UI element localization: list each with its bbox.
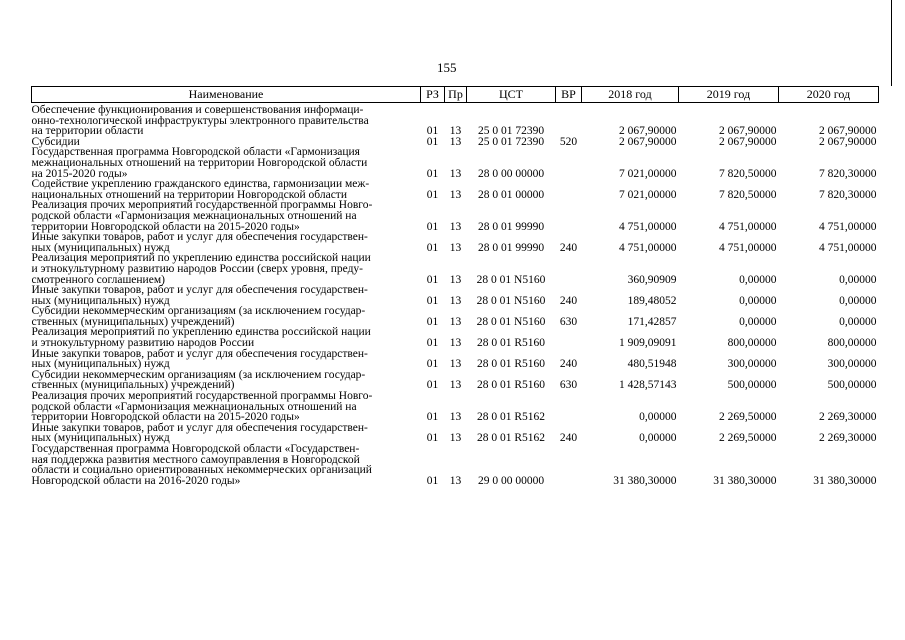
table-row: [32, 306, 879, 327]
cell-rz: 01: [426, 411, 439, 424]
table-row: [32, 370, 879, 391]
table-row: [32, 391, 879, 423]
row-name: [32, 232, 421, 253]
row-name: [32, 327, 421, 348]
cell-rz: 01: [426, 337, 439, 350]
table-row: [32, 179, 879, 200]
table-row: [32, 349, 879, 370]
cell-cst: 29 0 00 00000: [477, 474, 545, 487]
header-rz: РЗ: [421, 87, 445, 103]
cell-y2020: 0,00000: [839, 294, 877, 307]
cell-y2018: 1 428,57143: [619, 379, 677, 392]
cell-y2020: 2 269,30000: [819, 411, 877, 424]
cell-vr: [556, 444, 582, 486]
cell-pr: 13: [449, 241, 462, 254]
cell-y2019: 800,00000: [727, 337, 777, 350]
cell-y2018: 1 909,09091: [619, 337, 677, 350]
cell-vr: [556, 327, 582, 348]
cell-y2018: 0,00000: [639, 432, 677, 445]
table-row: [32, 285, 879, 306]
row-name-line: и этнокультурному развитию народов России: [31, 337, 255, 350]
cell-y2019: 2 269,50000: [719, 432, 777, 445]
table-body: [32, 103, 879, 487]
cell-cst: 28 0 01 R5162: [476, 411, 546, 424]
cell-y2018: 0,00000: [639, 411, 677, 424]
row-name-line: Реализация прочих мероприятий государственной программы Новго-: [31, 390, 373, 403]
row-name-line: ственных (муниципальных) учреждений): [31, 315, 235, 328]
cell-y2019: 4 751,00000: [719, 241, 777, 254]
cell-y2018: 4 751,00000: [619, 220, 677, 233]
cell-pr: 13: [449, 315, 462, 328]
cell-cst: 28 0 01 N5160: [476, 294, 546, 307]
row-name-line: Обеспечение функционирования и совершенствования информаци-: [31, 104, 364, 116]
row-name: [32, 179, 421, 200]
cell-y2020: 2 067,90000: [819, 125, 877, 138]
cell-cst: 28 0 01 R5162: [476, 432, 546, 445]
row-name-line: ственных (муниципальных) учреждений): [31, 379, 235, 392]
cell-y2018: 171,42857: [627, 315, 677, 328]
cell-y2020: 4 751,00000: [819, 220, 877, 233]
header-vr: ВР: [556, 87, 582, 103]
cell-vr: 240: [559, 358, 578, 371]
cell-cst: 28 0 01 R5160: [476, 358, 546, 371]
cell-cst: 28 0 01 00000: [477, 188, 545, 201]
cell-rz: 01: [426, 294, 439, 307]
cell-rz: 01: [426, 474, 439, 487]
header-2020: 2020 год: [779, 87, 879, 103]
header-name: Наименование: [32, 87, 421, 103]
row-name-line: ных (муниципальных) нужд: [31, 294, 170, 307]
cell-rz: 01: [426, 273, 439, 286]
cell-pr: 13: [449, 188, 462, 201]
cell-rz: 01: [426, 220, 439, 233]
cell-pr: 13: [449, 135, 462, 148]
row-name-line: области и социально ориентированных некоммерческих организаций: [31, 464, 372, 477]
row-name-line: Реализация прочих мероприятий государственной программы Новго-: [31, 199, 373, 212]
cell-vr: [556, 147, 582, 179]
cell-y2018: 480,51948: [627, 358, 677, 371]
table-row: [32, 232, 879, 253]
cell-y2020: 31 380,30000: [813, 474, 877, 487]
row-name-line: Государственная программа Новгородской области «Гармонизация: [31, 146, 360, 159]
row-name-line: Иные закупки товаров, работ и услуг для обеспечения государствен-: [31, 347, 368, 360]
table-row: [32, 327, 879, 348]
row-name: [32, 253, 421, 285]
cell-pr: 13: [449, 220, 462, 233]
row-name-line: Субсидии: [31, 135, 80, 148]
cell-vr: [556, 253, 582, 285]
row-name-line: ных (муниципальных) нужд: [31, 358, 170, 371]
table-row: [32, 423, 879, 444]
cell-vr: [556, 200, 582, 232]
row-name: [32, 391, 421, 423]
cell-vr: 520: [559, 135, 578, 148]
cell-pr: 13: [449, 358, 462, 371]
cell-y2018: 7 021,00000: [619, 167, 677, 180]
header-2018: 2018 год: [582, 87, 679, 103]
cell-y2018: 7 021,00000: [619, 188, 677, 201]
row-name-line: ная поддержка развития местного самоуправления в Новгородской: [31, 453, 360, 466]
table-row: [32, 253, 879, 285]
row-name-line: смотренного соглашением): [31, 273, 165, 286]
row-name: [32, 349, 421, 370]
cell-pr: 13: [449, 474, 462, 487]
header-cst: ЦСТ: [467, 87, 556, 103]
row-name-line: на 2015-2020 годы»: [31, 167, 128, 180]
cell-y2019: 4 751,00000: [719, 220, 777, 233]
cell-y2020: 800,00000: [827, 337, 877, 350]
row-name-line: территории Новгородской области на 2015-2020 годы»: [31, 411, 300, 424]
cell-rz: 01: [426, 125, 439, 138]
cell-pr: 13: [449, 411, 462, 424]
cell-y2018: 2 067,90000: [619, 125, 677, 138]
page-number: 155: [437, 60, 457, 75]
cell-vr: [556, 103, 582, 137]
cell-y2019: 300,00000: [727, 358, 777, 371]
cell-y2019: 2 067,90000: [719, 135, 777, 148]
cell-rz: 01: [426, 167, 439, 180]
table-row: [32, 147, 879, 179]
cell-pr: 13: [449, 294, 462, 307]
cell-y2018: 360,90909: [627, 273, 677, 286]
cell-y2020: 0,00000: [839, 315, 877, 328]
cell-y2020: 2 067,90000: [819, 135, 877, 148]
cell-rz: 01: [426, 135, 439, 148]
row-name-line: Реализация мероприятий по укреплению единства российской нации: [31, 326, 371, 339]
cell-y2019: 31 380,30000: [713, 474, 777, 487]
header-2019: 2019 год: [679, 87, 779, 103]
row-name: [32, 370, 421, 391]
cell-pr: 13: [449, 379, 462, 392]
cell-y2018: 4 751,00000: [619, 241, 677, 254]
row-name-line: Содействие укреплению гражданского единства, гармонизации меж-: [31, 178, 370, 191]
cell-y2018: 2 067,90000: [619, 135, 677, 148]
row-name: [32, 285, 421, 306]
cell-y2020: 0,00000: [839, 273, 877, 286]
cell-y2019: 2 067,90000: [719, 125, 777, 138]
row-name-line: Новгородской области на 2016-2020 годы»: [31, 474, 241, 487]
row-name: [32, 306, 421, 327]
row-name-line: онно-технологической инфраструктуры электронного правительства: [31, 114, 369, 127]
cell-vr: [556, 391, 582, 423]
cell-vr: 240: [559, 294, 578, 307]
cell-y2019: 0,00000: [739, 315, 777, 328]
row-name-line: Субсидии некоммерческим организациям (за исключением государ-: [31, 368, 366, 381]
row-name-line: межнациональных отношений на территории Новгородской области: [31, 156, 368, 169]
budget-table: [31, 86, 879, 486]
cell-vr: 630: [559, 315, 578, 328]
cell-vr: [556, 179, 582, 200]
cell-y2020: 2 269,30000: [819, 432, 877, 445]
row-name: [32, 444, 421, 486]
cell-cst: 25 0 01 72390: [477, 135, 545, 148]
row-name: [32, 200, 421, 232]
row-name-line: Иные закупки товаров, работ и услуг для обеспечения государствен-: [31, 231, 368, 244]
row-name-line: территории Новгородской области на 2015-2020 годы»: [31, 220, 300, 233]
row-name-line: Иные закупки товаров, работ и услуг для обеспечения государствен-: [31, 421, 368, 434]
row-name-line: Государственная программа Новгородской области «Государствен-: [31, 443, 360, 455]
cell-rz: 01: [426, 315, 439, 328]
cell-cst: 25 0 01 72390: [477, 125, 545, 138]
cell-pr: 13: [449, 273, 462, 286]
row-name-line: родской области «Гармонизация межнациональных отношений на: [31, 400, 357, 413]
row-name: [32, 147, 421, 179]
cell-rz: 01: [426, 358, 439, 371]
cell-rz: 01: [426, 379, 439, 392]
cell-y2020: 300,00000: [827, 358, 877, 371]
row-name-line: ных (муниципальных) нужд: [31, 241, 170, 254]
cell-vr: 240: [559, 241, 578, 254]
table-row: [32, 103, 879, 137]
cell-rz: 01: [426, 241, 439, 254]
row-name-line: Иные закупки товаров, работ и услуг для обеспечения государствен-: [31, 284, 368, 297]
cell-vr: 240: [559, 432, 578, 445]
cell-y2020: 7 820,30000: [819, 188, 877, 201]
cell-cst: 28 0 01 N5160: [476, 315, 546, 328]
cell-y2019: 0,00000: [739, 294, 777, 307]
cell-y2019: 0,00000: [739, 273, 777, 286]
cell-y2018: 189,48052: [627, 294, 677, 307]
cell-y2018: 31 380,30000: [613, 474, 677, 487]
table-row: [32, 444, 879, 486]
cell-y2019: 7 820,50000: [719, 188, 777, 201]
cell-cst: 28 0 01 R5160: [476, 379, 546, 392]
cell-cst: 28 0 01 R5160: [476, 337, 546, 350]
cell-y2020: 7 820,30000: [819, 167, 877, 180]
table-header-row: [32, 87, 879, 103]
cell-pr: 13: [449, 337, 462, 350]
cell-cst: 28 0 01 99990: [477, 241, 545, 254]
cell-vr: 630: [559, 379, 578, 392]
row-name-line: родской области «Гармонизация межнациональных отношений на: [31, 209, 357, 222]
row-name-line: Субсидии некоммерческим организациям (за исключением государ-: [31, 305, 366, 318]
header-pr: Пр: [445, 87, 467, 103]
cell-y2019: 7 820,50000: [719, 167, 777, 180]
cell-cst: 28 0 01 N5160: [476, 273, 546, 286]
row-name: [32, 103, 421, 137]
cell-pr: 13: [449, 432, 462, 445]
cell-pr: 13: [449, 167, 462, 180]
cell-cst: 28 0 01 99990: [477, 220, 545, 233]
row-name-line: на территории области: [31, 125, 144, 138]
row-name-line: национальных отношений на территории Новгородской области: [31, 188, 347, 201]
cell-y2019: 500,00000: [727, 379, 777, 392]
row-name-line: Реализация мероприятий по укреплению единства российской нации: [31, 252, 371, 265]
cell-y2019: 2 269,50000: [719, 411, 777, 424]
row-name-line: ных (муниципальных) нужд: [31, 432, 170, 445]
cell-rz: 01: [426, 432, 439, 445]
cell-pr: 13: [449, 125, 462, 138]
cell-y2020: 500,00000: [827, 379, 877, 392]
row-name: [32, 423, 421, 444]
cell-y2020: 4 751,00000: [819, 241, 877, 254]
cell-cst: 28 0 00 00000: [477, 167, 545, 180]
page-edge-line: [891, 0, 892, 86]
row-name-line: и этнокультурному развитию народов России (сверх уровня, преду-: [31, 262, 364, 275]
table-row: [32, 200, 879, 232]
cell-rz: 01: [426, 188, 439, 201]
